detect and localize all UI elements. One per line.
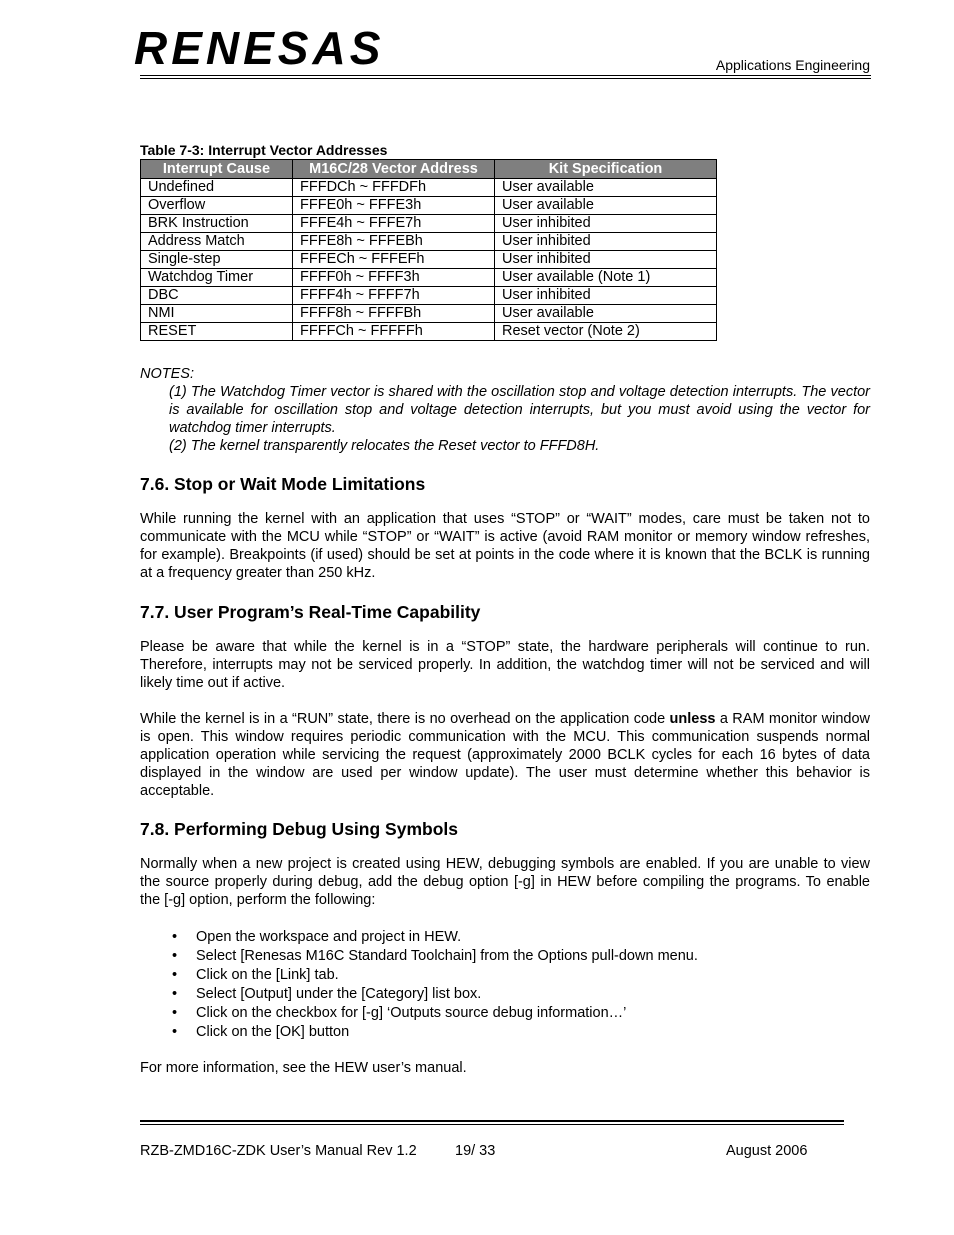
table-row: [141, 287, 717, 305]
header-rule-bottom: [140, 78, 871, 79]
section-7-8-closing: For more information, see the HEW user’s manual.: [140, 1060, 467, 1076]
interrupt-vector-table: [140, 159, 717, 341]
table-header-row: [141, 160, 717, 179]
list-item: [140, 985, 698, 1004]
cell-cause: RESET: [141, 323, 293, 341]
list-item-text: Open the workspace and project in HEW.: [196, 929, 462, 945]
cell-cause: Watchdog Timer: [141, 269, 293, 287]
para2-bold-unless: unless: [669, 711, 716, 727]
cell-kit-spec: User available (Note 1): [495, 269, 717, 287]
cell-kit-spec: User available: [495, 179, 717, 197]
list-item-text: Select [Output] under the [Category] list box.: [196, 986, 482, 1002]
debug-steps-list: [140, 928, 698, 1042]
note-1: (1) The Watchdog Timer vector is shared with the oscillation stop and voltage detection interrupts. The vector is available for oscillation stop and voltage detection interrupts, but you must avoid using the vector for watchdog timer interrupts.: [169, 384, 870, 436]
bullet-icon: •: [172, 967, 178, 983]
cell-cause: Overflow: [141, 197, 293, 215]
footer-date: August 2006: [726, 1143, 808, 1159]
note-2: (2) The kernel transparently relocates the Reset vector to FFFD8H.: [169, 438, 600, 454]
table-row: [141, 215, 717, 233]
list-item-text: Select [Renesas M16C Standard Toolchain] from the Options pull-down menu.: [196, 948, 698, 964]
bullet-icon: •: [172, 929, 178, 945]
table-row: [141, 269, 717, 287]
cell-address: FFFDCh ~ FFFDFh: [293, 179, 495, 197]
section-heading-7-6: 7.6. Stop or Wait Mode Limitations: [140, 474, 426, 494]
cell-address: FFFF8h ~ FFFFBh: [293, 305, 495, 323]
list-item: [140, 928, 698, 947]
cell-kit-spec: User inhibited: [495, 215, 717, 233]
header-section-label: Applications Engineering: [715, 57, 870, 73]
cell-address: FFFFCh ~ FFFFFh: [293, 323, 495, 341]
table-row: [141, 323, 717, 341]
cell-address: FFFECh ~ FFFEFh: [293, 251, 495, 269]
cell-kit-spec: User inhibited: [495, 233, 717, 251]
bullet-icon: •: [172, 948, 178, 964]
list-item: [140, 947, 698, 966]
cell-kit-spec: User inhibited: [495, 287, 717, 305]
cell-cause: BRK Instruction: [141, 215, 293, 233]
section-heading-7-8: 7.8. Performing Debug Using Symbols: [140, 819, 458, 839]
cell-kit-spec: User available: [495, 305, 717, 323]
section-7-7-paragraph-1: Please be aware that while the kernel is in a “STOP” state, the hardware peripherals will continue to run. Therefore, interrupts may not be serviced properly. In addition, the watchdog timer will not be serviced and will likely time out if active.: [140, 639, 870, 691]
cell-kit-spec: Reset vector (Note 2): [495, 323, 717, 341]
list-item-text: Click on the [Link] tab.: [196, 967, 339, 983]
bullet-icon: •: [172, 1024, 178, 1040]
list-item: [140, 1004, 698, 1023]
header-rule-top: [140, 75, 871, 76]
list-item: [140, 1023, 698, 1042]
table-row: [141, 233, 717, 251]
cell-address: FFFE8h ~ FFFEBh: [293, 233, 495, 251]
cell-kit-spec: User inhibited: [495, 251, 717, 269]
cell-cause: Undefined: [141, 179, 293, 197]
table-title: Table 7-3: Interrupt Vector Addresses: [140, 142, 388, 158]
col-header-cause: Interrupt Cause: [141, 160, 293, 179]
cell-address: FFFE4h ~ FFFE7h: [293, 215, 495, 233]
notes-heading: NOTES:: [140, 366, 194, 382]
cell-address: FFFF4h ~ FFFF7h: [293, 287, 495, 305]
table-notes: [140, 365, 870, 455]
para2-text-after: a RAM monitor window is open. This window requires periodic communication with the MCU. This communication suspends normal application operation while servicing the request (approximately 2000 BCLK cycles for each 16 bytes of data displayed in the window are used per window update). The user must determine whether this behavior is acceptable.: [140, 711, 871, 799]
table-row: [141, 179, 717, 197]
table-row: [141, 197, 717, 215]
col-header-address: M16C/28 Vector Address: [293, 160, 495, 179]
cell-cause: Single-step: [141, 251, 293, 269]
bullet-icon: •: [172, 1005, 178, 1021]
list-item-text: Click on the checkbox for [-g] ‘Outputs source debug information…’: [196, 1005, 627, 1021]
bullet-icon: •: [172, 986, 178, 1002]
logo-text: RENESAS: [134, 22, 385, 72]
cell-address: FFFE0h ~ FFFE3h: [293, 197, 495, 215]
cell-cause: NMI: [141, 305, 293, 323]
section-7-6-paragraph: While running the kernel with an application that uses “STOP” or “WAIT” modes, care must be taken not to communicate with the MCU while “STOP” or “WAIT” is active (avoid RAM monitor or memory window refreshes, for example). Breakpoints (if used) should be set at points in the code where it is known that the BCLK is running at a frequency greater than 250 kHz.: [140, 511, 870, 581]
section-heading-7-7: 7.7. User Program’s Real-Time Capability: [140, 602, 481, 622]
list-item: [140, 966, 698, 985]
col-header-kit-spec: Kit Specification: [495, 160, 717, 179]
table-row: [141, 251, 717, 269]
footer-rule: [140, 1120, 844, 1125]
footer-page-number: 19/ 33: [455, 1143, 496, 1159]
cell-address: FFFF0h ~ FFFF3h: [293, 269, 495, 287]
section-7-8-paragraph: Normally when a new project is created using HEW, debugging symbols are enabled. If you are unable to view the source properly during debug, add the debug option [-g] in HEW before compiling the programs. To enable the [-g] option, perform the following:: [140, 856, 870, 908]
table-row: [141, 305, 717, 323]
cell-cause: DBC: [141, 287, 293, 305]
list-item-text: Click on the [OK] button: [196, 1024, 350, 1040]
section-7-7-paragraph-2: [140, 710, 870, 800]
para2-text-before: While the kernel is in a “RUN” state, there is no overhead on the application code: [140, 711, 670, 727]
cell-kit-spec: User available: [495, 197, 717, 215]
cell-cause: Address Match: [141, 233, 293, 251]
footer-doc-title: RZB-ZMD16C-ZDK User’s Manual Rev 1.2: [140, 1143, 417, 1159]
renesas-logo: [134, 22, 426, 72]
